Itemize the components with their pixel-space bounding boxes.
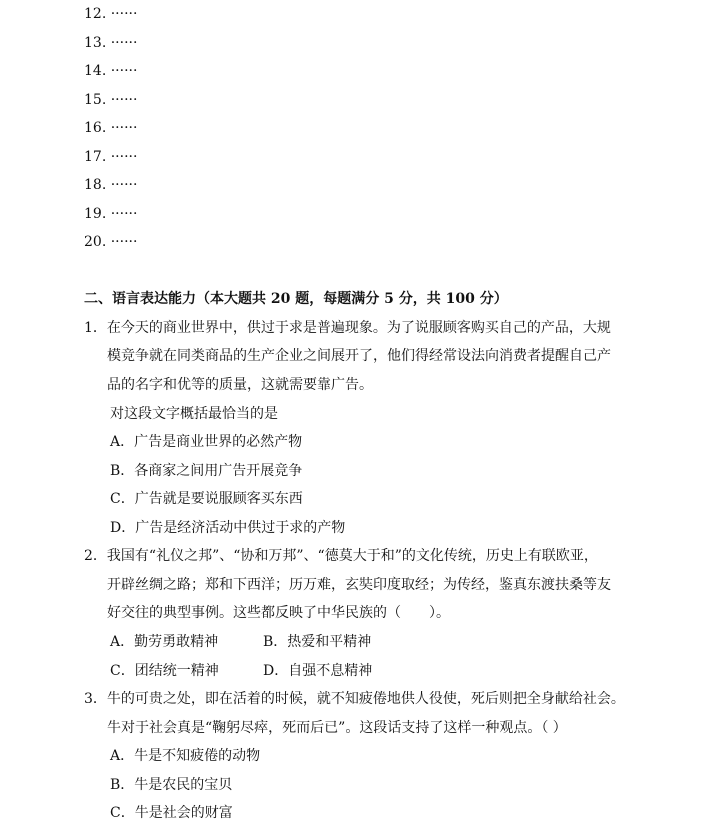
question-1-line-1: 1．在今天的商业世界中，供过于求是普遍现象。为了说服顾客购买自己的产品，大规: [84, 320, 611, 336]
question-3-line-2: 牛对于社会真是“鞠躬尽瘁，死而后已”。这段话支持了这样一种观点。（ ）: [107, 720, 567, 736]
question-2-option-c: C．团结统一精神: [110, 663, 219, 679]
numbered-item-12: 12. ······: [84, 6, 138, 22]
question-3-line-1: 3．牛的可贵之处，即在活着的时候，就不知疲倦地供人役使，死后则把全身献给社会。: [84, 691, 625, 707]
numbered-item-13: 13. ······: [84, 35, 138, 51]
question-2-option-a: A．勤劳勇敢精神: [110, 634, 219, 650]
question-1-option-d: D．广告是经济活动中供过于求的产物: [110, 520, 346, 536]
question-2-option-d: D．自强不息精神: [263, 663, 373, 679]
numbered-item-15: 15. ······: [84, 92, 138, 108]
question-1-option-c: C．广告就是要说服顾客买东西: [110, 491, 303, 507]
numbered-item-18: 18. ······: [84, 177, 138, 193]
question-1-option-a: A．广告是商业世界的必然产物: [110, 434, 303, 450]
numbered-item-19: 19. ······: [84, 206, 138, 222]
question-3-option-a: A．牛是不知疲倦的动物: [110, 748, 261, 764]
question-3-option-c: C．牛是社会的财富: [110, 805, 233, 821]
numbered-item-17: 17. ······: [84, 149, 138, 165]
question-3-option-b: B．牛是农民的宝贝: [110, 777, 233, 793]
question-2-option-b: B．热爱和平精神: [263, 634, 372, 650]
question-1-line-3: 品的名字和优等的质量，这就需要靠广告。: [107, 377, 373, 393]
question-2-line-1: 2．我国有“礼仪之邦”、“协和万邦”、“德莫大于和”的文化传统，历史上有联欧亚，: [84, 548, 598, 564]
question-2-line-2: 开辟丝绸之路；郑和下西洋；历万难，玄奘印度取经；为传经，鉴真东渡扶桑等友: [107, 577, 611, 593]
question-1-option-b: B．各商家之间用广告开展竞争: [110, 463, 303, 479]
question-2-line-3: 好交往的典型事例。这些都反映了中华民族的（ ）。: [107, 605, 450, 621]
numbered-item-14: 14. ······: [84, 63, 138, 79]
section-title: 二、语言表达能力（本大题共 20 题，每题满分 5 分，共 100 分）: [84, 291, 508, 307]
question-1-line-2: 模竞争就在同类商品的生产企业之间展开了，他们得经常设法向消费者提醒自己产: [107, 348, 611, 364]
numbered-item-20: 20. ······: [84, 234, 138, 250]
numbered-item-16: 16. ······: [84, 120, 138, 136]
question-1-stem: 对这段文字概括最恰当的是: [110, 406, 278, 422]
